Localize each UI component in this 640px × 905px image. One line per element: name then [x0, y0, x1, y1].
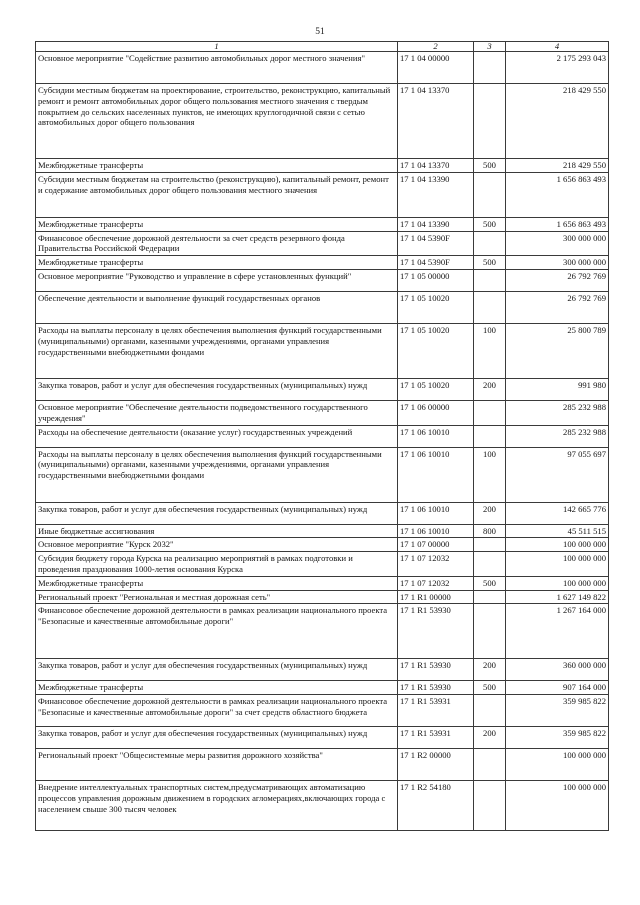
table-row	[36, 400, 609, 425]
row-code: 17 1 06 10010	[398, 447, 474, 502]
row-type	[474, 231, 506, 256]
row-code: 17 1 R2 00000	[398, 749, 474, 781]
row-amount: 97 055 697	[506, 447, 609, 502]
table-row	[36, 291, 609, 323]
row-type: 500	[474, 576, 506, 590]
row-type: 200	[474, 378, 506, 400]
row-amount: 359 985 822	[506, 695, 609, 727]
table-row	[36, 159, 609, 173]
row-code: 17 1 07 12032	[398, 552, 474, 577]
table-row	[36, 502, 609, 524]
table-row	[36, 749, 609, 781]
row-amount: 300 000 000	[506, 256, 609, 270]
row-description: Основное мероприятие "Курск 2032"	[36, 538, 398, 552]
row-code: 17 1 04 13390	[398, 217, 474, 231]
row-description: Региональный проект "Региональная и местная дорожная сеть"	[36, 590, 398, 604]
row-type: 100	[474, 447, 506, 502]
row-code: 17 1 04 13370	[398, 159, 474, 173]
row-type	[474, 552, 506, 577]
row-type	[474, 400, 506, 425]
row-amount: 907 164 000	[506, 681, 609, 695]
table-row	[36, 695, 609, 727]
row-amount: 218 429 550	[506, 159, 609, 173]
row-code: 17 1 R1 53930	[398, 681, 474, 695]
row-code: 17 1 06 10010	[398, 524, 474, 538]
row-description: Основное мероприятие "Обеспечение деятельности подведомственного государственного учреждения"	[36, 400, 398, 425]
row-type	[474, 269, 506, 291]
row-amount: 26 792 769	[506, 291, 609, 323]
row-code: 17 1 07 12032	[398, 576, 474, 590]
row-description: Финансовое обеспечение дорожной деятельности в рамках реализации национального проекта "Безопасные и качественные автомобильные дороги"	[36, 604, 398, 659]
table-row	[36, 84, 609, 159]
table-row	[36, 538, 609, 552]
row-description: Межбюджетные трансферты	[36, 576, 398, 590]
row-type: 800	[474, 524, 506, 538]
row-description: Расходы на выплаты персоналу в целях обеспечения выполнения функций государственными (муниципальными) органами, казенными учреждениями, органами управления государственными внебюджетными фондами	[36, 447, 398, 502]
row-type	[474, 590, 506, 604]
row-description: Межбюджетные трансферты	[36, 681, 398, 695]
table-row	[36, 378, 609, 400]
budget-table	[35, 41, 609, 831]
header-col-4: 4	[506, 42, 609, 52]
row-description: Закупка товаров, работ и услуг для обеспечения государственных (муниципальных) нужд	[36, 727, 398, 749]
table-row	[36, 323, 609, 378]
row-description: Межбюджетные трансферты	[36, 159, 398, 173]
row-type	[474, 425, 506, 447]
row-type	[474, 695, 506, 727]
row-type: 500	[474, 256, 506, 270]
row-amount: 1 267 164 000	[506, 604, 609, 659]
row-amount: 100 000 000	[506, 552, 609, 577]
table-row	[36, 727, 609, 749]
table-row	[36, 590, 609, 604]
row-code: 17 1 04 5390F	[398, 256, 474, 270]
row-code: 17 1 05 10020	[398, 291, 474, 323]
row-amount: 142 665 776	[506, 502, 609, 524]
table-row	[36, 256, 609, 270]
row-type: 500	[474, 217, 506, 231]
header-col-1: 1	[36, 42, 398, 52]
row-type	[474, 52, 506, 84]
row-description: Закупка товаров, работ и услуг для обеспечения государственных (муниципальных) нужд	[36, 659, 398, 681]
table-row	[36, 524, 609, 538]
row-code: 17 1 04 00000	[398, 52, 474, 84]
row-code: 17 1 05 10020	[398, 378, 474, 400]
row-amount: 1 656 863 493	[506, 172, 609, 217]
row-amount: 300 000 000	[506, 231, 609, 256]
row-type: 500	[474, 159, 506, 173]
table-row	[36, 659, 609, 681]
table-row	[36, 447, 609, 502]
row-type	[474, 172, 506, 217]
row-description: Субсидии местным бюджетам на строительство (реконструкцию), капитальный ремонт, ремонт и содержание автомобильных дорог общего пользования местного значения	[36, 172, 398, 217]
row-description: Обеспечение деятельности и выполнение функций государственных органов	[36, 291, 398, 323]
row-amount: 1 656 863 493	[506, 217, 609, 231]
row-description: Основное мероприятие "Содействие развитию автомобильных дорог местного значения"	[36, 52, 398, 84]
row-amount: 26 792 769	[506, 269, 609, 291]
header-col-2: 2	[398, 42, 474, 52]
row-description: Финансовое обеспечение дорожной деятельности в рамках реализации национального проекта "Безопасные и качественные автомобильные дороги" за счет средств областного бюджета	[36, 695, 398, 727]
row-code: 17 1 05 00000	[398, 269, 474, 291]
row-description: Иные бюджетные ассигнования	[36, 524, 398, 538]
table-row	[36, 269, 609, 291]
page-number: 51	[315, 27, 325, 37]
row-code: 17 1 R1 53930	[398, 604, 474, 659]
table-row	[36, 681, 609, 695]
table-row	[36, 552, 609, 577]
row-code: 17 1 04 5390F	[398, 231, 474, 256]
table-row	[36, 52, 609, 84]
row-code: 17 1 05 10020	[398, 323, 474, 378]
row-amount: 218 429 550	[506, 84, 609, 159]
row-description: Субсидии местным бюджетам на проектирование, строительство, реконструкцию, капитальный ремонт и ремонт автомобильных дорог общего пользования местного значения с твердым покрытием до сельских населенных пунктов, не имеющих круглогодичной связи с сетью автомобильных дорог общего пользования	[36, 84, 398, 159]
table-row	[36, 781, 609, 831]
table-body	[36, 52, 609, 831]
header-col-3: 3	[474, 42, 506, 52]
row-code: 17 1 06 10010	[398, 502, 474, 524]
table-row	[36, 576, 609, 590]
row-amount: 285 232 988	[506, 400, 609, 425]
row-code: 17 1 04 13370	[398, 84, 474, 159]
row-description: Закупка товаров, работ и услуг для обеспечения государственных (муниципальных) нужд	[36, 378, 398, 400]
row-amount: 1 627 149 822	[506, 590, 609, 604]
row-description: Финансовое обеспечение дорожной деятельности за счет средств резервного фонда Правительства Российской Федерации	[36, 231, 398, 256]
row-code: 17 1 04 13390	[398, 172, 474, 217]
table-row	[36, 425, 609, 447]
row-type	[474, 538, 506, 552]
row-code: 17 1 R1 53930	[398, 659, 474, 681]
table-row	[36, 604, 609, 659]
row-description: Основное мероприятие "Руководство и управление в сфере установленных функций"	[36, 269, 398, 291]
row-amount: 359 985 822	[506, 727, 609, 749]
row-code: 17 1 R1 53931	[398, 727, 474, 749]
row-description: Закупка товаров, работ и услуг для обеспечения государственных (муниципальных) нужд	[36, 502, 398, 524]
header-row	[36, 42, 609, 52]
row-amount: 360 000 000	[506, 659, 609, 681]
row-description: Региональный проект "Общесистемные меры развития дорожного хозяйства"	[36, 749, 398, 781]
row-amount: 285 232 988	[506, 425, 609, 447]
row-description: Межбюджетные трансферты	[36, 217, 398, 231]
row-type	[474, 291, 506, 323]
row-description: Расходы на выплаты персоналу в целях обеспечения выполнения функций государственными (муниципальными) органами, казенными учреждениями, органами управления государственными внебюджетными фондами	[36, 323, 398, 378]
row-type: 500	[474, 681, 506, 695]
row-type: 200	[474, 659, 506, 681]
row-type	[474, 604, 506, 659]
row-amount: 25 800 789	[506, 323, 609, 378]
row-type	[474, 781, 506, 831]
table-row	[36, 217, 609, 231]
row-code: 17 1 R1 00000	[398, 590, 474, 604]
row-type: 100	[474, 323, 506, 378]
table-row	[36, 172, 609, 217]
row-type	[474, 84, 506, 159]
row-type: 200	[474, 727, 506, 749]
row-amount: 100 000 000	[506, 576, 609, 590]
row-amount: 2 175 293 043	[506, 52, 609, 84]
row-description: Расходы на обеспечение деятельности (оказание услуг) государственных учреждений	[36, 425, 398, 447]
row-amount: 100 000 000	[506, 538, 609, 552]
row-amount: 45 511 515	[506, 524, 609, 538]
row-type: 200	[474, 502, 506, 524]
row-amount: 100 000 000	[506, 781, 609, 831]
table-row	[36, 231, 609, 256]
row-code: 17 1 06 10010	[398, 425, 474, 447]
row-amount: 991 980	[506, 378, 609, 400]
row-amount: 100 000 000	[506, 749, 609, 781]
row-code: 17 1 R2 54180	[398, 781, 474, 831]
row-code: 17 1 06 00000	[398, 400, 474, 425]
row-description: Субсидия бюджету города Курска на реализацию мероприятий в рамках подготовки и проведения празднования 1000-летия основания Курска	[36, 552, 398, 577]
row-type	[474, 749, 506, 781]
row-code: 17 1 07 00000	[398, 538, 474, 552]
row-description: Межбюджетные трансферты	[36, 256, 398, 270]
row-description: Внедрение интеллектуальных транспортных систем,предусматривающих автоматизацию процессов управления дорожным движением в городских агломерациях,включающих города с населением свыше 300 тысяч человек	[36, 781, 398, 831]
row-code: 17 1 R1 53931	[398, 695, 474, 727]
